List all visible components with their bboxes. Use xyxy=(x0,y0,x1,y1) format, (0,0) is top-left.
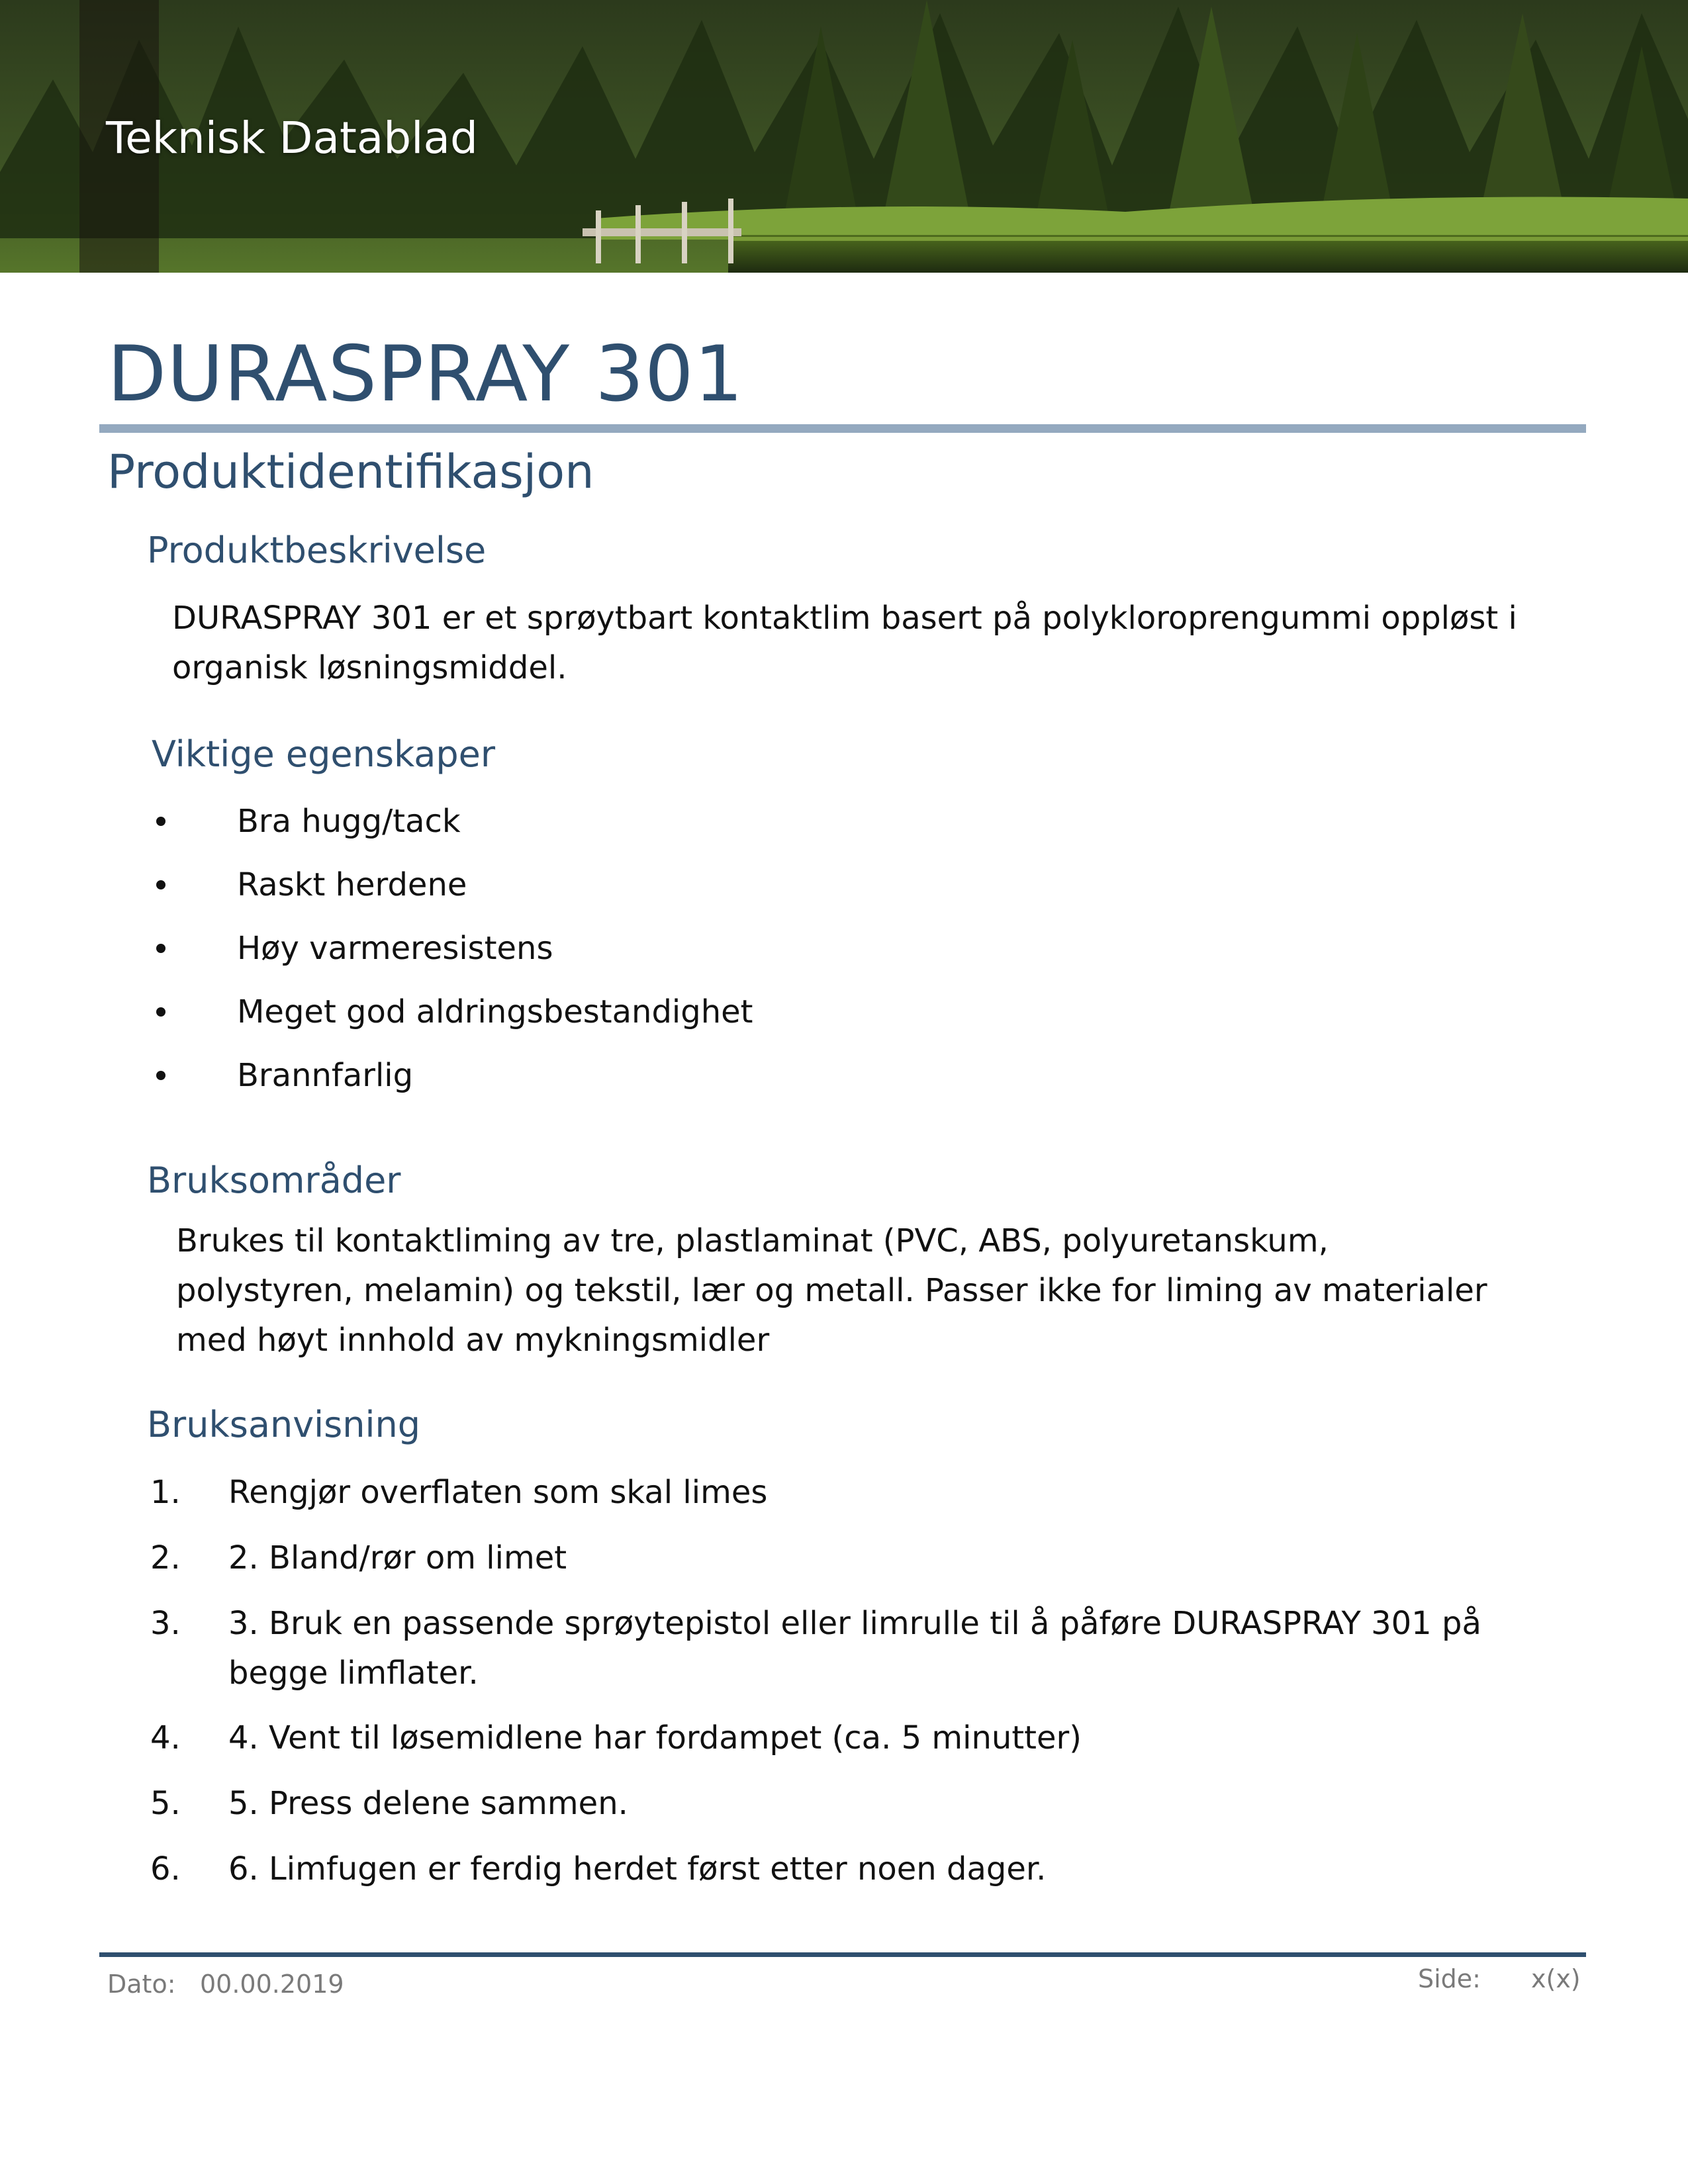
header-banner xyxy=(0,0,1688,273)
list-item xyxy=(156,790,1083,853)
bullet-icon xyxy=(156,880,165,889)
property-text: Raskt herdene xyxy=(237,866,467,903)
description-heading: Produktbeskrivelse xyxy=(147,529,487,571)
properties-heading: Viktige egenskaper xyxy=(152,733,496,775)
list-item xyxy=(156,917,1083,980)
usage-areas-text: Brukes til kontaktliming av tre, plastlaminat (PVC, ABS, polyuretanskum, polystyren, melamin) og tekstil, lær og metall. Passer ikke for liming av materialer med høyt innhold av mykningsmidler xyxy=(176,1222,1487,1359)
step-text: 5. Press delene sammen. xyxy=(228,1785,628,1822)
list-item xyxy=(156,980,1083,1044)
step-number: 6. xyxy=(150,1850,181,1888)
step-number: 2. xyxy=(150,1539,181,1576)
footer-page-label: Side: xyxy=(1418,1964,1481,1993)
footer-date-value: 00.00.2019 xyxy=(200,1970,344,1999)
step-number: 4. xyxy=(150,1719,181,1756)
step-number: 1. xyxy=(150,1474,181,1511)
instructions-heading: Bruksanvisning xyxy=(147,1404,421,1445)
property-text: Bra hugg/tack xyxy=(237,803,461,840)
step-text: 6. Limfugen er ferdig herdet først etter noen dager. xyxy=(228,1850,1047,1888)
step-text: 3. Bruk en passende sprøytepistol eller limrulle til å påføre DURASPRAY 301 på begge limflater. xyxy=(228,1605,1481,1692)
usage-areas-heading: Bruksområder xyxy=(147,1160,401,1201)
bullet-icon xyxy=(156,1071,165,1080)
list-item xyxy=(156,853,1083,917)
property-text: Brannfarlig xyxy=(237,1057,414,1094)
title-divider xyxy=(99,424,1586,433)
step-text: 4. Vent til løsemidlene har fordampet (ca. 5 minutter) xyxy=(228,1719,1082,1756)
section-heading: Produktidentifikasjon xyxy=(107,445,594,499)
bullet-icon xyxy=(156,817,165,826)
step-text: Rengjør overflaten som skal limes xyxy=(228,1474,768,1511)
properties-list xyxy=(156,790,1083,1107)
step-text: 2. Bland/rør om limet xyxy=(228,1539,567,1576)
bullet-icon xyxy=(156,1007,165,1017)
footer-date-label: Dato: xyxy=(107,1970,176,1999)
bullet-icon xyxy=(156,944,165,953)
banner-title: Teknisk Datablad xyxy=(106,113,478,163)
description-text: DURASPRAY 301 er et sprøytbart kontaktlim basert på polykloroprengummi oppløst i organisk løsningsmiddel. xyxy=(172,600,1517,686)
property-text: Høy varmeresistens xyxy=(237,930,553,967)
footer-page-value: x(x) xyxy=(1531,1964,1581,1993)
list-item xyxy=(156,1044,1083,1107)
product-title: DURASPRAY 301 xyxy=(107,330,744,419)
property-text: Meget god aldringsbestandighet xyxy=(237,993,753,1030)
step-number: 3. xyxy=(150,1605,181,1642)
step-number: 5. xyxy=(150,1785,181,1822)
footer-divider xyxy=(99,1952,1586,1957)
